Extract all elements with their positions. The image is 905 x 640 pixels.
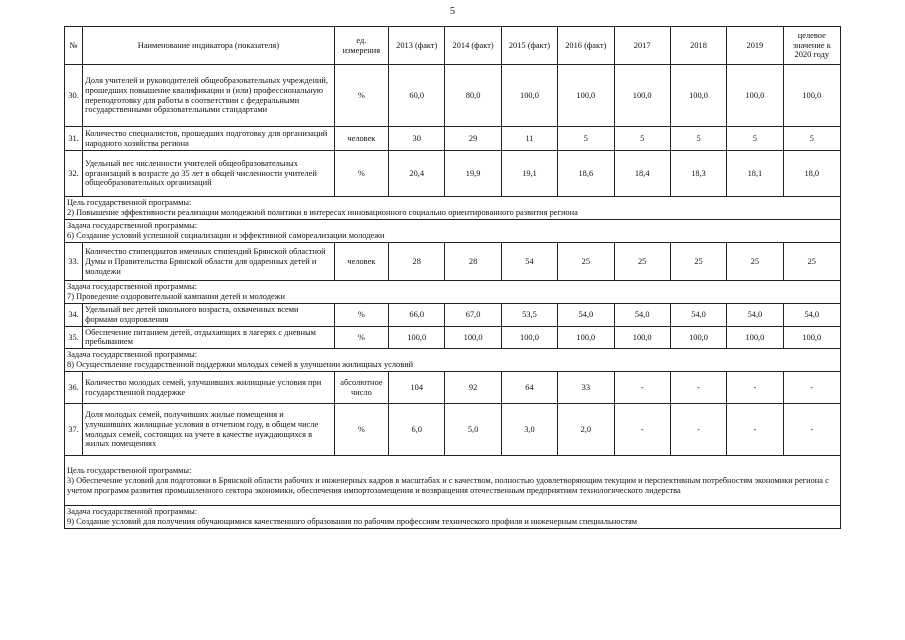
section-row (65, 220, 841, 243)
unit-cell: % (334, 65, 388, 127)
section-cell (65, 281, 841, 304)
value-cell: - (670, 372, 726, 404)
section-title: Задача государственной программы: (67, 507, 198, 517)
header-num: № (65, 27, 83, 65)
page-number: 5 (450, 6, 455, 17)
value-cell: 5 (783, 127, 840, 151)
section-text: 8) Осуществление государственной поддержки молодых семей в улучшении жилищных условий (67, 360, 414, 370)
value-cell: 18,0 (783, 151, 840, 197)
value-cell: 60,0 (389, 65, 445, 127)
value-cell: 100,0 (445, 326, 501, 348)
section-title: Цель государственной программы: (67, 465, 192, 475)
value-cell: - (727, 372, 783, 404)
value-cell: 100,0 (670, 326, 726, 348)
table-row (65, 243, 841, 281)
value-cell: 5 (558, 127, 614, 151)
row-number: 34. (65, 304, 83, 326)
header-row (65, 27, 841, 65)
value-cell: - (727, 404, 783, 456)
table-row (65, 127, 841, 151)
value-cell: 100,0 (501, 65, 557, 127)
unit-cell: абсолютное число (334, 372, 388, 404)
row-number: 36. (65, 372, 83, 404)
row-number: 35. (65, 326, 83, 348)
value-cell: 54,0 (727, 304, 783, 326)
value-cell: 29 (445, 127, 501, 151)
value-cell: - (783, 404, 840, 456)
value-cell: 5 (670, 127, 726, 151)
header-year: 2015 (факт) (501, 27, 557, 65)
value-cell: 33 (558, 372, 614, 404)
value-cell: - (670, 404, 726, 456)
value-cell: 80,0 (445, 65, 501, 127)
unit-cell: % (334, 404, 388, 456)
section-text: 6) Создание условий успешной социализации и эффективной самореализации молодежи (67, 231, 385, 241)
header-year: 2017 (614, 27, 670, 65)
value-cell: 100,0 (783, 326, 840, 348)
value-cell: 19,1 (501, 151, 557, 197)
value-cell: 67,0 (445, 304, 501, 326)
header-year: 2014 (факт) (445, 27, 501, 65)
value-cell: 5 (727, 127, 783, 151)
value-cell: 100,0 (389, 326, 445, 348)
unit-cell: % (334, 151, 388, 197)
value-cell: 28 (445, 243, 501, 281)
unit-cell: человек (334, 243, 388, 281)
unit-cell: человек (334, 127, 388, 151)
header-year: 2019 (727, 27, 783, 65)
indicator-name: Доля молодых семей, получивших жилые помещения и улучшивших жилищные условия в отчетном году, в общем числе молодых семей, состоящих на учете в качестве нуждающихся в жилых помещениях (83, 404, 335, 456)
table-row (65, 404, 841, 456)
value-cell: 5,0 (445, 404, 501, 456)
value-cell: 54,0 (783, 304, 840, 326)
section-row (65, 456, 841, 506)
value-cell: 18,3 (670, 151, 726, 197)
section-row (65, 506, 841, 529)
section-title: Цель государственной программы: (67, 198, 192, 207)
value-cell: 100,0 (727, 326, 783, 348)
value-cell: 100,0 (783, 65, 840, 127)
section-title: Задача государственной программы: (67, 282, 198, 292)
indicator-name: Удельный вес детей школьного возраста, охваченных всеми формами оздоровления (83, 304, 335, 326)
value-cell: 100,0 (614, 65, 670, 127)
value-cell: 18,6 (558, 151, 614, 197)
value-cell: 54,0 (670, 304, 726, 326)
value-cell: 100,0 (727, 65, 783, 127)
indicator-name: Количество молодых семей, улучшивших жилищные условия при государственной поддержке (83, 372, 335, 404)
header-year: целевое значение к 2020 году (783, 27, 840, 65)
section-row (65, 349, 841, 372)
unit-cell: % (334, 304, 388, 326)
row-number: 30. (65, 65, 83, 127)
value-cell: 25 (614, 243, 670, 281)
table-row (65, 372, 841, 404)
section-cell (65, 456, 841, 506)
indicator-name: Количество стипендиатов именных стипендий Брянской областной Думы и Правительства Брянской области для одаренных детей и молодежи (83, 243, 335, 281)
value-cell: 53,5 (501, 304, 557, 326)
section-title: Задача государственной программы: (67, 350, 198, 360)
section-title: Задача государственной программы: (67, 221, 198, 231)
value-cell: 28 (389, 243, 445, 281)
table-row (65, 151, 841, 197)
value-cell: 5 (614, 127, 670, 151)
value-cell: - (614, 372, 670, 404)
section-text: 7) Проведение оздоровительной кампании детей и молодежи (67, 292, 285, 302)
section-cell (65, 349, 841, 372)
value-cell: 2,0 (558, 404, 614, 456)
value-cell: 54 (501, 243, 557, 281)
value-cell: 19,9 (445, 151, 501, 197)
row-number: 37. (65, 404, 83, 456)
value-cell: 25 (670, 243, 726, 281)
row-number: 31. (65, 127, 83, 151)
indicator-name: Удельный вес численности учителей общеобразовательных организаций в возрасте до 35 лет в общей численности учителей общеобразовательных организаций (83, 151, 335, 197)
unit-cell: % (334, 326, 388, 348)
value-cell: 100,0 (501, 326, 557, 348)
header-year: 2016 (факт) (558, 27, 614, 65)
value-cell: 54,0 (614, 304, 670, 326)
value-cell: 100,0 (558, 326, 614, 348)
value-cell: 100,0 (670, 65, 726, 127)
value-cell: 104 (389, 372, 445, 404)
value-cell: 18,4 (614, 151, 670, 197)
value-cell: 25 (727, 243, 783, 281)
value-cell: 25 (783, 243, 840, 281)
value-cell: 20,4 (389, 151, 445, 197)
section-row (65, 281, 841, 304)
value-cell: - (614, 404, 670, 456)
section-text: 3) Обеспечение условий для подготовки в Брянской области рабочих и инженерных кадров в масштабах и с качеством, полностью удовлетворяющим текущим и перспективным потребностям экономики региона с учетом программ развития промышленного сектора экономики, обеспечения импортозамещения и возвращения отечественным предприятиям технологического лидерства (67, 475, 829, 495)
value-cell: 66,0 (389, 304, 445, 326)
section-cell (65, 506, 841, 529)
value-cell: 25 (558, 243, 614, 281)
indicators-table (64, 26, 841, 529)
table-body (65, 65, 841, 529)
header-year: 2018 (670, 27, 726, 65)
indicator-name: Доля учителей и руководителей общеобразовательных учреждений, прошедших повышение квалификации и (или) профессиональную переподготовку для работы в соответствии с федеральными государственными образовательными стандартами (83, 65, 335, 127)
header-unit: ед. измерения (334, 27, 388, 65)
indicator-name: Обеспечение питанием детей, отдыхающих в лагерях с дневным пребыванием (83, 326, 335, 348)
value-cell: 11 (501, 127, 557, 151)
value-cell: - (783, 372, 840, 404)
indicator-name: Количество специалистов, прошедших подготовку для организаций народного хозяйства региона (83, 127, 335, 151)
value-cell: 3,0 (501, 404, 557, 456)
value-cell: 30 (389, 127, 445, 151)
table-row (65, 304, 841, 326)
section-cell (65, 220, 841, 243)
section-text: 2) Повышение эффективности реализации молодежной политики в интересах инновационного социально ориентированного развития региона (67, 208, 578, 218)
value-cell: 6,0 (389, 404, 445, 456)
value-cell: 100,0 (558, 65, 614, 127)
section-text: 9) Создание условий для получения обучающимися качественного образования по рабочим профессиям технического профиля и инженерным специальностям (67, 517, 638, 527)
row-number: 33. (65, 243, 83, 281)
value-cell: 54,0 (558, 304, 614, 326)
header-name: Наименование индикатора (показателя) (83, 27, 335, 65)
value-cell: 92 (445, 372, 501, 404)
value-cell: 18,1 (727, 151, 783, 197)
header-year: 2013 (факт) (389, 27, 445, 65)
section-row (65, 197, 841, 220)
section-cell (65, 197, 841, 220)
table-row (65, 326, 841, 348)
table-row (65, 65, 841, 127)
value-cell: 64 (501, 372, 557, 404)
value-cell: 100,0 (614, 326, 670, 348)
row-number: 32. (65, 151, 83, 197)
